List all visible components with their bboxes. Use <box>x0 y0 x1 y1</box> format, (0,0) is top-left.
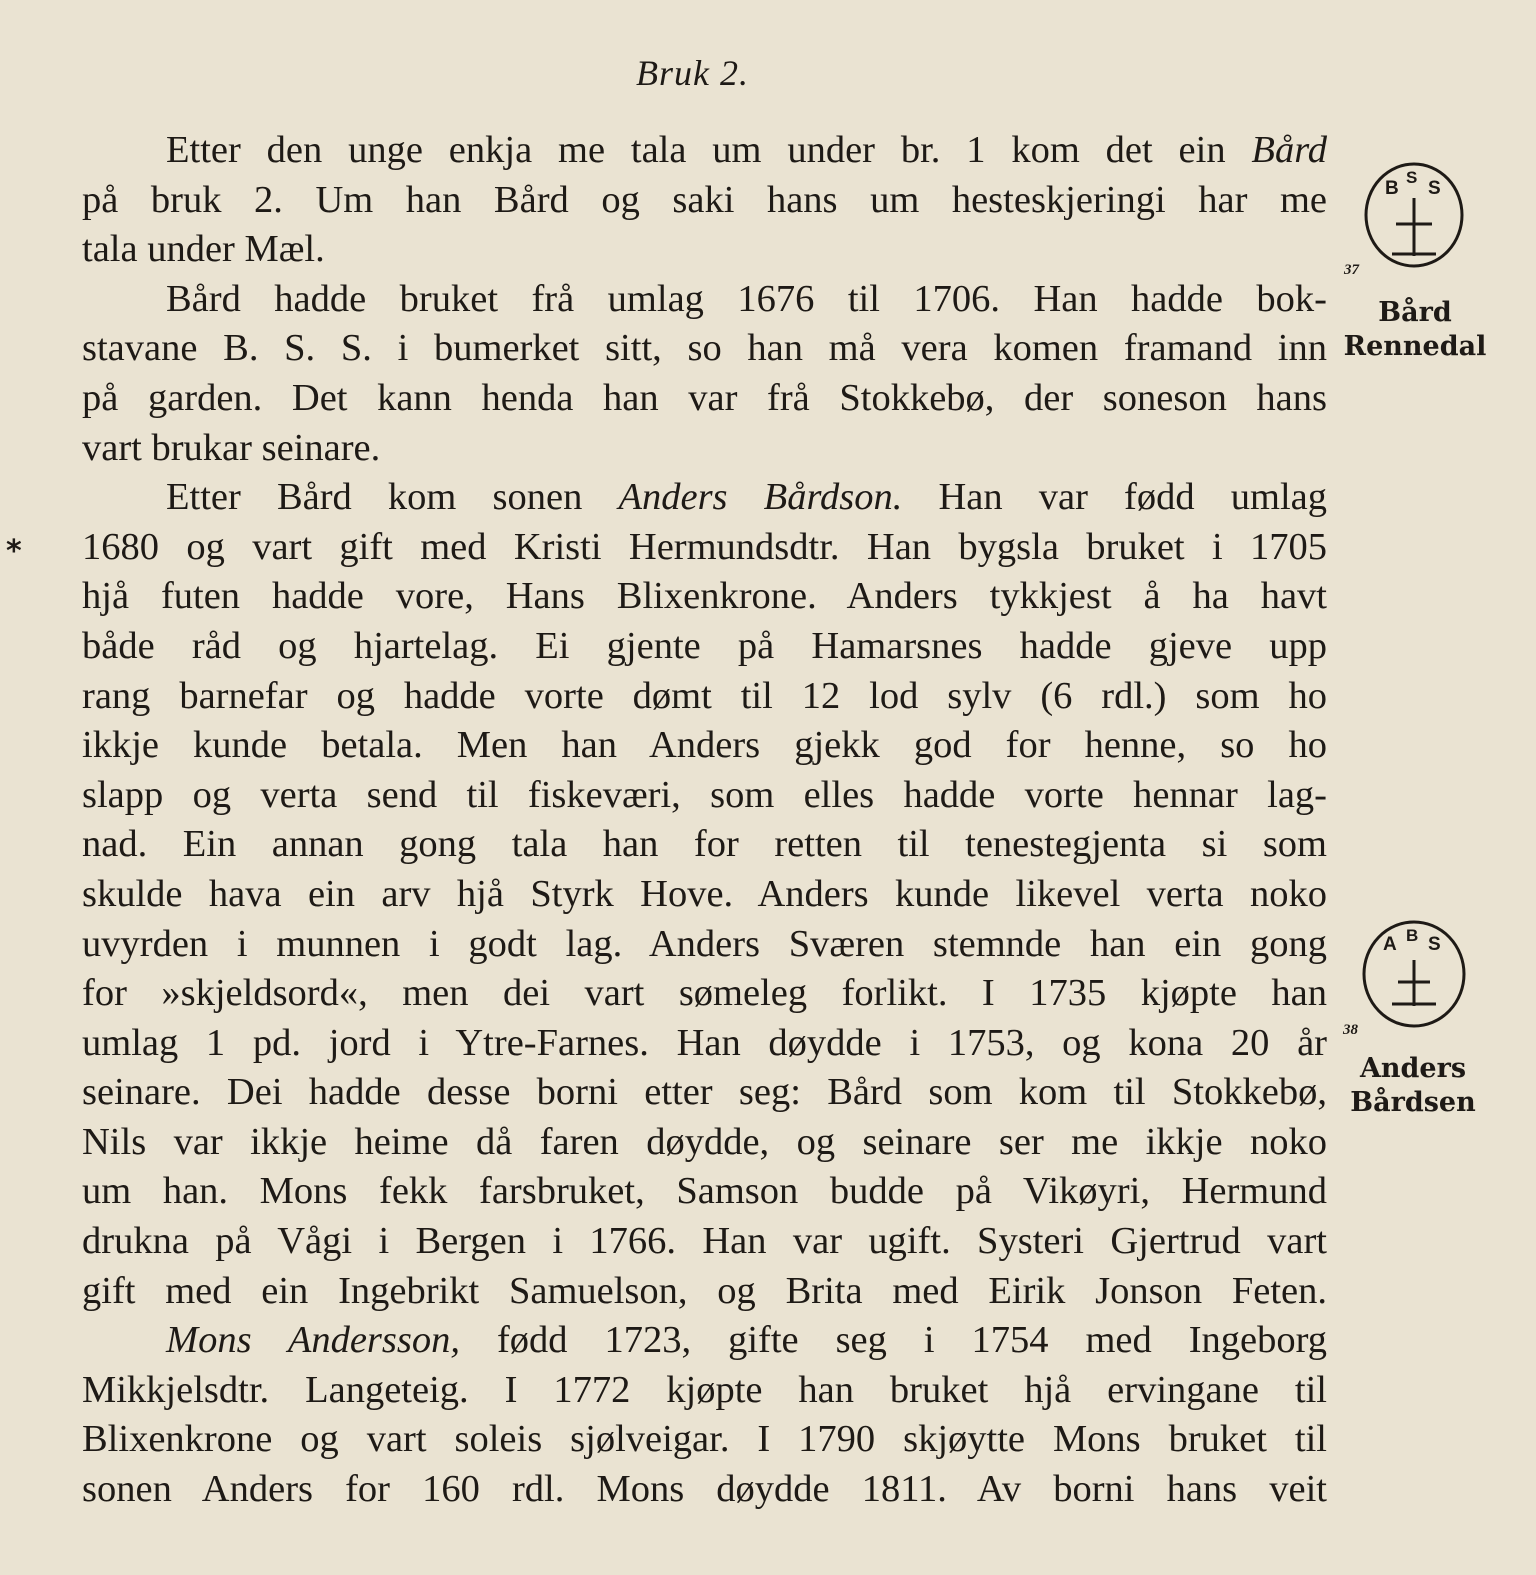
house-mark-symbol <box>1360 918 1468 1036</box>
mark-owner-place: Rennedal <box>1343 331 1487 362</box>
house-mark-bss <box>1362 158 1470 276</box>
text-line: på garden. Det kann henda han var frå Stokkebø, der soneson hans <box>82 376 1327 419</box>
text-line: slapp og verta send til fiskeværi, som elles hadde vorte hennar lag- <box>82 773 1327 816</box>
mark-number: 37 <box>1344 262 1359 278</box>
house-mark-abs <box>1360 918 1468 1036</box>
text-line: nad. Ein annan gong tala han for retten til tenestegjenta si som <box>82 823 1327 866</box>
text-line: Etter Bård kom sonen Anders Bårdson. Han var fødd umlag <box>166 476 1327 519</box>
house-mark-symbol <box>1362 158 1470 276</box>
text-line: rang barnefar og hadde vorte dømt til 12 lod sylv (6 rdl.) som ho <box>82 674 1327 717</box>
section-heading: Bruk 2. <box>636 53 749 93</box>
mark-owner-name: Anders <box>1359 1053 1467 1084</box>
text-line: Mikkjelsdtr. Langeteig. I 1772 kjøpte han bruket hjå ervingane til <box>82 1368 1327 1411</box>
text-line: vart brukar seinare. <box>82 426 381 469</box>
text-line: både råd og hjartelag. Ei gjente på Hamarsnes hadde gjeve upp <box>82 624 1327 667</box>
text-line: 1680 og vart gift med Kristi Hermundsdtr. Han bygsla bruket i 1705 <box>82 525 1327 568</box>
mark-number: 38 <box>1343 1022 1358 1038</box>
text-line: uvyrden i munnen i godt lag. Anders Sværen stemnde han ein gong <box>82 922 1327 965</box>
mark-letter: S <box>1406 168 1418 187</box>
mark-owner-place: Bårdsen <box>1350 1087 1476 1118</box>
mark-letter: B <box>1406 926 1419 945</box>
text-line: på bruk 2. Um han Bård og saki hans um hesteskjeringi har me <box>82 178 1327 221</box>
text-line: um han. Mons fekk farsbruket, Samson budde på Vikøyri, Hermund <box>82 1170 1327 1213</box>
mark-letter: A <box>1383 934 1397 955</box>
text-line: stavane B. S. S. i bumerket sitt, so han må vera komen framand inn <box>82 327 1327 370</box>
mark-owner-name: Bård <box>1378 297 1452 328</box>
footnote-marker: * <box>6 534 22 569</box>
text-line: tala under Mæl. <box>82 228 325 271</box>
mark-letter: S <box>1428 934 1441 955</box>
text-line: seinare. Dei hadde desse borni etter seg: Bård som kom til Stokkebø, <box>82 1071 1327 1114</box>
text-line: Etter den unge enkja me tala um under br. 1 kom det ein Bård <box>166 129 1327 171</box>
text-line: skulde hava ein arv hjå Styrk Hove. Anders kunde likevel verta noko <box>82 872 1327 915</box>
text-line: ikkje kunde betala. Men han Anders gjekk god for henne, so ho <box>82 724 1327 767</box>
mark-letter: B <box>1385 178 1399 199</box>
text-line: drukna på Vågi i Bergen i 1766. Han var ugift. Systeri Gjertrud vart <box>82 1220 1327 1263</box>
text-line: Nils var ikkje heime då faren døydde, og seinare ser me ikkje noko <box>82 1120 1327 1163</box>
text-line: sonen Anders for 160 rdl. Mons døydde 1811. Av borni hans veit <box>82 1468 1327 1511</box>
body-text <box>82 126 1327 1515</box>
mark-caption <box>1338 1052 1488 1120</box>
text-line: Blixenkrone og vart soleis sjølveigar. I 1790 skjøytte Mons bruket til <box>82 1418 1327 1461</box>
text-line: for »skjeldsord«, men dei vart sømeleg forlikt. I 1735 kjøpte han <box>82 972 1327 1015</box>
mark-letter: S <box>1428 178 1441 199</box>
mark-caption <box>1340 296 1490 364</box>
text-line: Bård hadde bruket frå umlag 1676 til 1706. Han hadde bok- <box>166 277 1327 320</box>
text-line: gift med ein Ingebrikt Samuelson, og Brita med Eirik Jonson Feten. <box>82 1269 1327 1312</box>
text-line: hjå futen hadde vore, Hans Blixenkrone. Anders tykkjest å ha havt <box>82 575 1327 618</box>
text-line: umlag 1 pd. jord i Ytre-Farnes. Han døydde i 1753, og kona 20 år <box>82 1021 1327 1064</box>
text-line: Mons Andersson, fødd 1723, gifte seg i 1754 med Ingeborg <box>166 1319 1327 1362</box>
